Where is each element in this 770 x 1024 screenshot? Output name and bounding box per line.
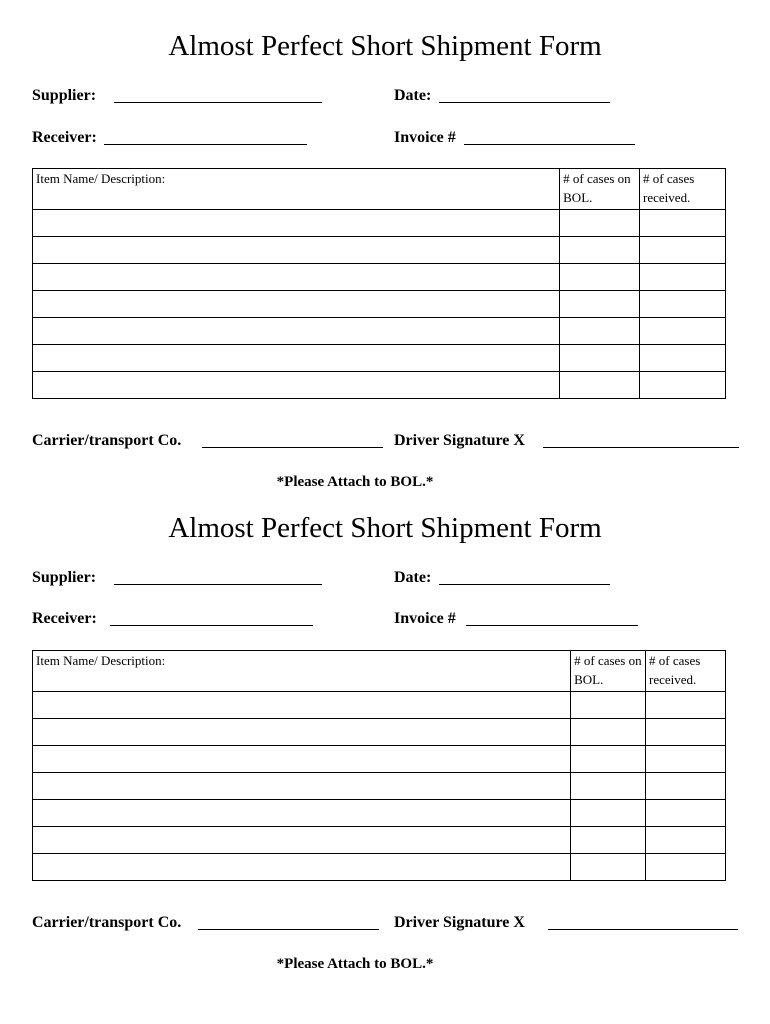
- short-shipment-form-2: [0, 482, 770, 982]
- cases-on-bol-cell[interactable]: [571, 746, 646, 773]
- driver-signature-field[interactable]: [543, 447, 739, 448]
- table-row: [33, 210, 726, 237]
- cases-on-bol-cell[interactable]: [571, 854, 646, 881]
- receiver-field[interactable]: [104, 144, 307, 145]
- driver-signature-label: Driver Signature X: [394, 914, 525, 931]
- table-row: [33, 345, 726, 372]
- item-cell[interactable]: [33, 210, 560, 237]
- cases-received-cell[interactable]: [640, 210, 726, 237]
- cases-on-bol-cell[interactable]: [560, 345, 640, 372]
- table-row: [33, 746, 726, 773]
- invoice-field[interactable]: [466, 625, 638, 626]
- cases-received-cell[interactable]: [646, 827, 726, 854]
- cases-received-cell[interactable]: [640, 264, 726, 291]
- item-cell[interactable]: [33, 773, 571, 800]
- receiver-label: Receiver:: [32, 610, 97, 627]
- carrier-label: Carrier/transport Co.: [32, 432, 182, 449]
- item-cell[interactable]: [33, 318, 560, 345]
- table-row: [33, 800, 726, 827]
- form-title: Almost Perfect Short Shipment Form: [168, 30, 602, 62]
- receiver-label: Receiver:: [32, 129, 97, 146]
- attach-note: *Please Attach to BOL.*: [276, 956, 434, 972]
- invoice-label: Invoice #: [394, 129, 456, 146]
- carrier-field[interactable]: [198, 929, 379, 930]
- table-row: [33, 264, 726, 291]
- cases-on-bol-cell[interactable]: [571, 719, 646, 746]
- cases-received-cell[interactable]: [646, 746, 726, 773]
- form-title: Almost Perfect Short Shipment Form: [168, 512, 602, 544]
- item-cell[interactable]: [33, 854, 571, 881]
- item-cell[interactable]: [33, 264, 560, 291]
- cases-on-bol-cell[interactable]: [571, 800, 646, 827]
- table-header-row: [33, 651, 726, 692]
- cases-received-cell[interactable]: [640, 345, 726, 372]
- date-field[interactable]: [439, 102, 610, 103]
- attach-note: *Please Attach to BOL.*: [276, 474, 434, 490]
- cases-on-bol-cell[interactable]: [571, 827, 646, 854]
- cases-received-cell[interactable]: [640, 291, 726, 318]
- cases-received-cell[interactable]: [640, 372, 726, 399]
- receiver-field[interactable]: [110, 625, 313, 626]
- cases-received-cell[interactable]: [640, 237, 726, 264]
- table-header-row: [33, 169, 726, 210]
- cases-on-bol-cell[interactable]: [571, 773, 646, 800]
- date-label: Date:: [394, 87, 432, 104]
- table-row: [33, 372, 726, 399]
- item-cell[interactable]: [33, 345, 560, 372]
- cases-received-cell[interactable]: [646, 773, 726, 800]
- supplier-field[interactable]: [114, 102, 322, 103]
- table-row: [33, 854, 726, 881]
- item-cell[interactable]: [33, 719, 571, 746]
- items-table: [32, 168, 726, 399]
- table-row: [33, 237, 726, 264]
- invoice-label: Invoice #: [394, 610, 456, 627]
- table-row: [33, 719, 726, 746]
- cases-on-bol-header: # of cases on BOL.: [560, 169, 640, 210]
- item-cell[interactable]: [33, 692, 571, 719]
- supplier-label: Supplier:: [32, 569, 97, 586]
- cases-on-bol-cell[interactable]: [560, 264, 640, 291]
- cases-on-bol-cell[interactable]: [560, 372, 640, 399]
- cases-on-bol-cell[interactable]: [571, 692, 646, 719]
- driver-signature-label: Driver Signature X: [394, 432, 525, 449]
- cases-received-cell[interactable]: [646, 854, 726, 881]
- cases-on-bol-header: # of cases on BOL.: [571, 651, 646, 692]
- driver-signature-field[interactable]: [548, 929, 738, 930]
- carrier-label: Carrier/transport Co.: [32, 914, 182, 931]
- cases-received-cell[interactable]: [646, 800, 726, 827]
- date-label: Date:: [394, 569, 432, 586]
- invoice-field[interactable]: [464, 144, 635, 145]
- cases-on-bol-cell[interactable]: [560, 318, 640, 345]
- supplier-field[interactable]: [114, 584, 322, 585]
- cases-on-bol-cell[interactable]: [560, 291, 640, 318]
- item-cell[interactable]: [33, 291, 560, 318]
- table-row: [33, 692, 726, 719]
- cases-received-cell[interactable]: [640, 318, 726, 345]
- cases-received-cell[interactable]: [646, 692, 726, 719]
- items-table: [32, 650, 726, 881]
- item-description-header: Item Name/ Description:: [33, 651, 571, 692]
- item-cell[interactable]: [33, 827, 571, 854]
- supplier-label: Supplier:: [32, 87, 97, 104]
- item-cell[interactable]: [33, 372, 560, 399]
- item-cell[interactable]: [33, 237, 560, 264]
- item-cell[interactable]: [33, 746, 571, 773]
- date-field[interactable]: [439, 584, 610, 585]
- carrier-field[interactable]: [202, 447, 383, 448]
- table-row: [33, 291, 726, 318]
- table-row: [33, 827, 726, 854]
- cases-received-header: # of cases received.: [646, 651, 726, 692]
- cases-on-bol-cell[interactable]: [560, 237, 640, 264]
- item-cell[interactable]: [33, 800, 571, 827]
- cases-on-bol-cell[interactable]: [560, 210, 640, 237]
- table-row: [33, 318, 726, 345]
- table-row: [33, 773, 726, 800]
- cases-received-cell[interactable]: [646, 719, 726, 746]
- short-shipment-form-1: [0, 0, 770, 500]
- cases-received-header: # of cases received.: [640, 169, 726, 210]
- item-description-header: Item Name/ Description:: [33, 169, 560, 210]
